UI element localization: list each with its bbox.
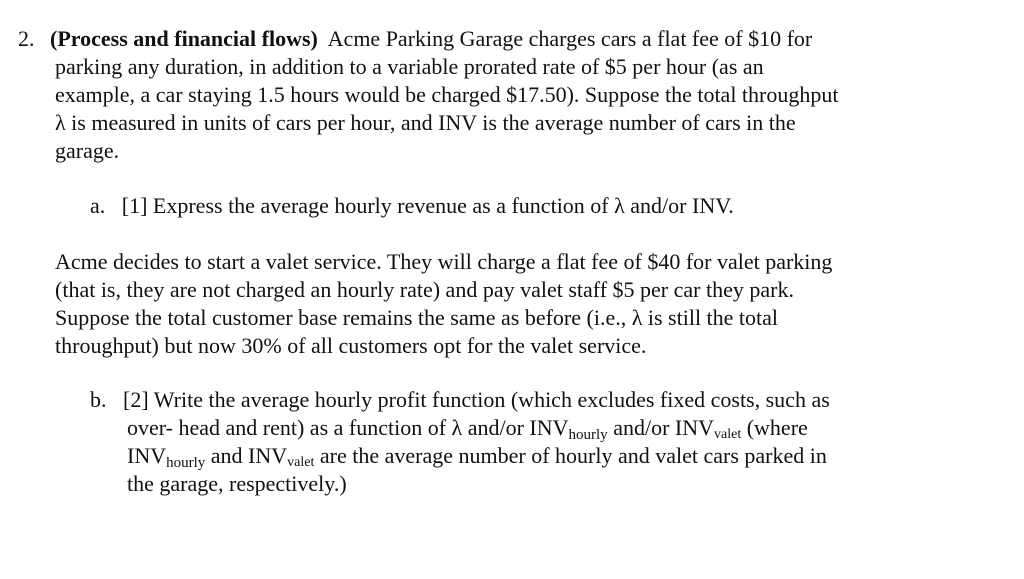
part-a-points: [1]	[121, 193, 148, 218]
intro-line-4: λ is measured in units of cars per hour, and INV is the average number of cars in the	[55, 110, 796, 135]
subscript-hourly: hourly	[166, 455, 206, 471]
part-b-text-1: Write the average hourly profit function (which excludes fixed costs, such as	[153, 387, 830, 412]
part-b-text-2b: and/or INV	[607, 415, 714, 440]
intro-line-3: example, a car staying 1.5 hours would be charged $17.50). Suppose the total throughput	[55, 82, 839, 107]
part-b-points: [2]	[123, 387, 149, 412]
part-a-label: a.	[90, 193, 106, 218]
part-b-text-3c: are the average number of hourly and valet cars parked in	[314, 443, 827, 468]
part-b-text-3b: and INV	[205, 443, 288, 468]
valet-line-2: (that is, they are not charged an hourly rate) and pay valet staff $5 per car they park.	[55, 277, 794, 302]
valet-line-3: Suppose the total customer base remains the same as before (i.e., λ is still the total	[55, 305, 779, 330]
part-b-text-2a: over- head and rent) as a function of λ and/or INV	[127, 415, 569, 440]
intro-line-1	[50, 25, 812, 53]
subscript-hourly: hourly	[568, 427, 608, 443]
intro-line-2: parking any duration, in addition to a variable prorated rate of $5 per hour (as an	[55, 54, 764, 79]
part-b-label: b.	[90, 387, 107, 412]
subscript-valet: valet	[287, 455, 315, 470]
intro-text-1: Acme Parking Garage charges cars a flat fee of $10 for	[327, 26, 813, 51]
question-number: 2.	[18, 26, 35, 51]
part-a-text: Express the average hourly revenue as a function of λ and/or INV.	[152, 193, 734, 218]
intro-line-5: garage.	[55, 138, 120, 163]
question-title: (Process and financial flows)	[50, 26, 318, 51]
valet-line-1: Acme decides to start a valet service. They will charge a flat fee of $40 for valet parking	[55, 249, 833, 274]
part-a	[90, 192, 734, 220]
part-b-line-4: the garage, respectively.)	[127, 471, 347, 496]
valet-line-4: throughput) but now 30% of all customers opt for the valet service.	[55, 333, 647, 358]
subscript-valet: valet	[714, 427, 742, 442]
part-b-text-2c: (where	[741, 415, 808, 440]
part-b-text-3a: INV	[127, 443, 167, 468]
part-b-line-1	[90, 386, 830, 414]
